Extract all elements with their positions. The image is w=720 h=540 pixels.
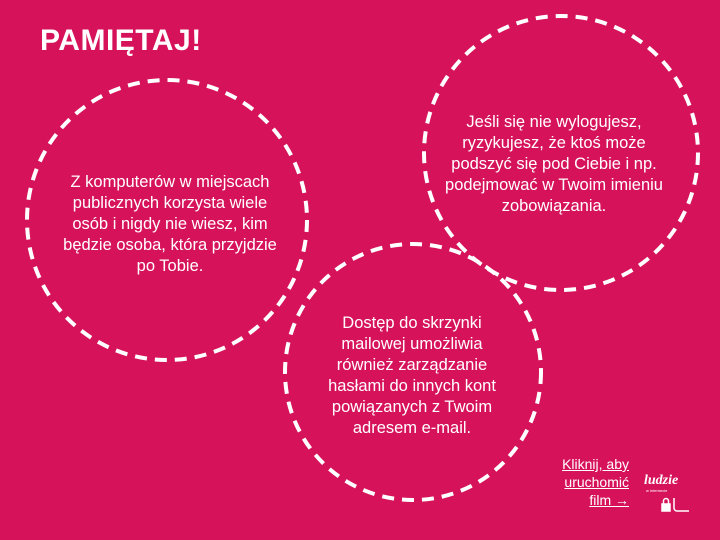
bubble-left-text: Z komputerów w miejscach publicznych korzysta wiele osób i nigdy nie wiesz, kim będzie osoba, która przyjdzie po Tobie. (63, 173, 277, 275)
bubble-bottom-text: Dostęp do skrzynki mailowej umożliwia również zarządzanie hasłami do innych kont powiązanych z Twoim adresem e-mail. (328, 314, 496, 437)
bubble-right-text: Jeśli się nie wylogujesz, ryzykujesz, że ktoś może podszyć się pod Ciebie i np. podejmować w Twoim imieniu zobowiązania. (445, 113, 663, 215)
lock-icon (662, 498, 689, 511)
logo-subtext: w internecie (646, 488, 668, 493)
play-film-link[interactable]: Kliknij, aby uruchomić film → (562, 456, 629, 508)
logo-text: ludzie (644, 473, 679, 488)
logo (640, 468, 700, 518)
page-title: PAMIĘTAJ! (40, 24, 202, 57)
